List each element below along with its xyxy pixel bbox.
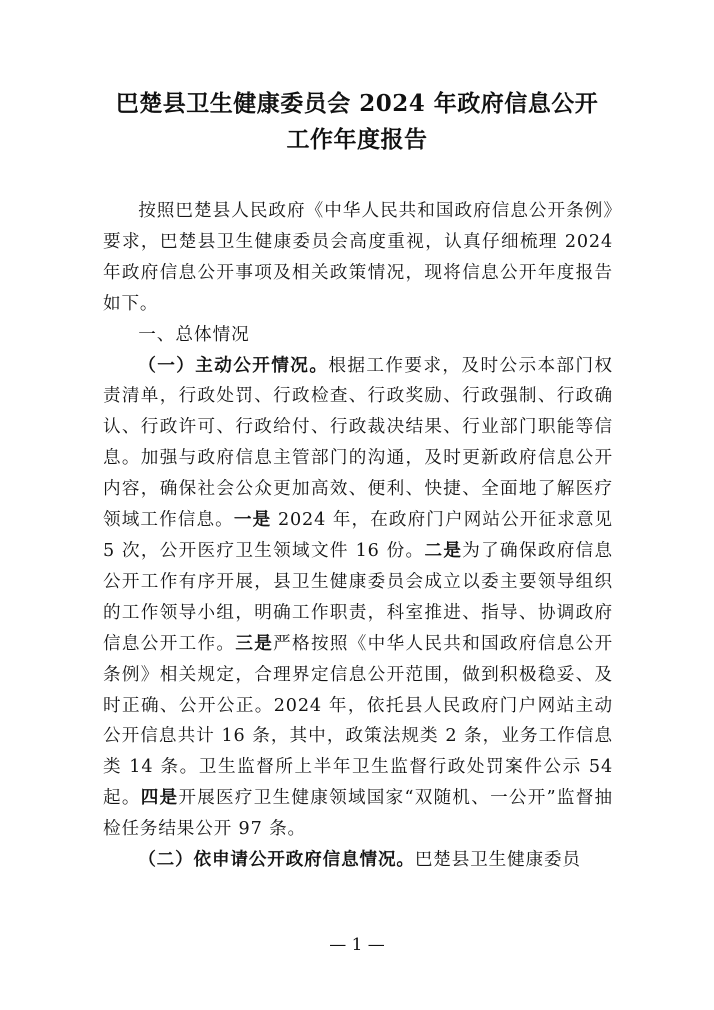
proactive-disclosure-paragraph xyxy=(103,351,613,846)
paragraph-text: 严格按照《中华人民共和国政府信息公开条例》相关规定，合理界定信息公开范围，做到积极稳妥、及时正确、公开公正。2024 年，依托县人民政府门户网站主动公开信息共计 16 条，其中，政策法规类 2 条，业务工作信息类 14 条。卫生监督所上半年卫生监督行政处罚案件公示 54 起。 xyxy=(103,633,613,809)
paragraph-text: 巴楚县卫生健康委员 xyxy=(414,850,581,871)
paragraph-text: 为了确保政府信息公开工作有序开展，县卫生健康委员会成立以委主要领导组织的工作领导小组，明确工作职责，科室推进、指导、协调政府信息公开工作。 xyxy=(103,540,613,654)
document-body xyxy=(103,196,613,876)
page-number: — 1 — xyxy=(329,935,385,955)
document-title-line-1: 巴楚县卫生健康委员会 2024 年政府信息公开 xyxy=(115,90,599,117)
intro-paragraph: 按照巴楚县人民政府《中华人民共和国政府信息公开条例》要求，巴楚县卫生健康委员会高度重视，认真仔细梳理 2024 年政府信息公开事项及相关政策情况，现将信息公开年度报告如下。 xyxy=(103,201,613,314)
point-marker-1: 一是 xyxy=(233,510,272,531)
point-marker-4: 四是 xyxy=(140,788,179,809)
point-marker-3: 三是 xyxy=(235,633,274,654)
section-heading-overview: 一、总体情况 xyxy=(138,324,250,345)
document-title-line-2: 工作年度报告 xyxy=(286,126,428,153)
subsection-heading-proactive: （一）主动公开情况。 xyxy=(138,355,329,376)
paragraph-text: 开展医疗卫生健康领域国家“双随机、一公开”监督抽检任务结果公开 97 条。 xyxy=(103,788,613,840)
subsection-heading-application: （二）依申请公开政府信息情况。 xyxy=(138,850,415,871)
paragraph-text: 2024 年，在政府门户网站公开征求意见 5 次，公开医疗卫生领域文件 16 份。 xyxy=(103,510,614,561)
paragraph-text: 根据工作要求，及时公示本部门权责清单，行政处罚、行政检查、行政奖励、行政强制、行政确认、行政许可、行政给付、行政裁决结果、行业部门职能等信息。加强与政府信息主管部门的沟通，及时更新政府信息公开内容，确保社会公众更加高效、便利、快捷、全面地了解医疗领域工作信息。 xyxy=(103,355,613,531)
point-marker-2: 二是 xyxy=(424,540,463,561)
application-disclosure-paragraph xyxy=(103,845,613,876)
